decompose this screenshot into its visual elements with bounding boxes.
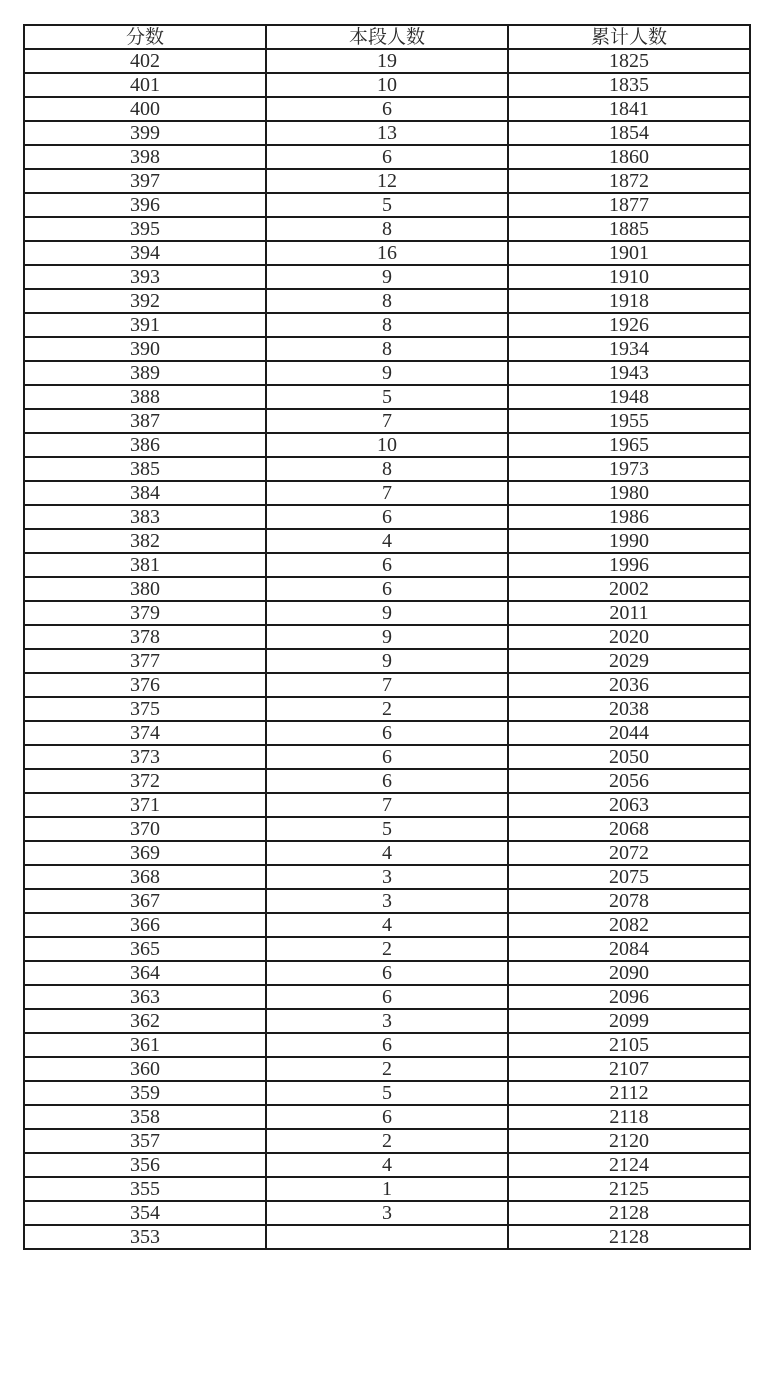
cell-segment-count: 6 bbox=[266, 721, 508, 745]
cell-score: 378 bbox=[24, 625, 266, 649]
cell-segment-count: 6 bbox=[266, 1033, 508, 1057]
cell-score: 358 bbox=[24, 1105, 266, 1129]
cell-cumulative-count: 2128 bbox=[508, 1225, 750, 1249]
table-row bbox=[24, 937, 750, 961]
cell-cumulative-count: 2105 bbox=[508, 1033, 750, 1057]
cell-score: 365 bbox=[24, 937, 266, 961]
cell-segment-count: 8 bbox=[266, 337, 508, 361]
cell-score: 371 bbox=[24, 793, 266, 817]
cell-segment-count: 4 bbox=[266, 913, 508, 937]
cell-cumulative-count: 2082 bbox=[508, 913, 750, 937]
table-row bbox=[24, 385, 750, 409]
cell-cumulative-count: 2020 bbox=[508, 625, 750, 649]
cell-segment-count: 7 bbox=[266, 409, 508, 433]
cell-cumulative-count: 2056 bbox=[508, 769, 750, 793]
table-row bbox=[24, 601, 750, 625]
cell-cumulative-count: 2063 bbox=[508, 793, 750, 817]
header-score: 分数 bbox=[24, 25, 266, 49]
header-cumulative-count: 累计人数 bbox=[508, 25, 750, 49]
table-row bbox=[24, 913, 750, 937]
cell-score: 366 bbox=[24, 913, 266, 937]
cell-score: 357 bbox=[24, 1129, 266, 1153]
cell-score: 385 bbox=[24, 457, 266, 481]
cell-score: 390 bbox=[24, 337, 266, 361]
cell-cumulative-count: 2125 bbox=[508, 1177, 750, 1201]
table-row bbox=[24, 265, 750, 289]
cell-segment-count: 4 bbox=[266, 1153, 508, 1177]
cell-segment-count: 2 bbox=[266, 1057, 508, 1081]
cell-segment-count: 5 bbox=[266, 193, 508, 217]
cell-segment-count: 9 bbox=[266, 361, 508, 385]
table-row bbox=[24, 1009, 750, 1033]
table-row bbox=[24, 97, 750, 121]
cell-segment-count: 5 bbox=[266, 385, 508, 409]
cell-cumulative-count: 2050 bbox=[508, 745, 750, 769]
cell-cumulative-count: 1943 bbox=[508, 361, 750, 385]
cell-cumulative-count: 1918 bbox=[508, 289, 750, 313]
table-row bbox=[24, 481, 750, 505]
cell-score: 396 bbox=[24, 193, 266, 217]
cell-cumulative-count: 1872 bbox=[508, 169, 750, 193]
cell-segment-count: 3 bbox=[266, 889, 508, 913]
cell-score: 377 bbox=[24, 649, 266, 673]
cell-cumulative-count: 1996 bbox=[508, 553, 750, 577]
cell-score: 362 bbox=[24, 1009, 266, 1033]
cell-score: 392 bbox=[24, 289, 266, 313]
cell-segment-count: 9 bbox=[266, 265, 508, 289]
cell-score: 387 bbox=[24, 409, 266, 433]
cell-cumulative-count: 2029 bbox=[508, 649, 750, 673]
cell-segment-count: 6 bbox=[266, 769, 508, 793]
cell-segment-count: 16 bbox=[266, 241, 508, 265]
cell-cumulative-count: 2036 bbox=[508, 673, 750, 697]
cell-segment-count: 3 bbox=[266, 1201, 508, 1225]
cell-segment-count: 2 bbox=[266, 697, 508, 721]
cell-segment-count: 9 bbox=[266, 601, 508, 625]
cell-score: 391 bbox=[24, 313, 266, 337]
cell-segment-count: 6 bbox=[266, 961, 508, 985]
cell-cumulative-count: 2112 bbox=[508, 1081, 750, 1105]
table-row bbox=[24, 793, 750, 817]
table-row bbox=[24, 433, 750, 457]
cell-segment-count: 19 bbox=[266, 49, 508, 73]
cell-segment-count: 10 bbox=[266, 73, 508, 97]
cell-cumulative-count: 2128 bbox=[508, 1201, 750, 1225]
header-segment-count: 本段人数 bbox=[266, 25, 508, 49]
table-row bbox=[24, 985, 750, 1009]
cell-cumulative-count: 1854 bbox=[508, 121, 750, 145]
cell-cumulative-count: 2068 bbox=[508, 817, 750, 841]
table-row bbox=[24, 769, 750, 793]
cell-segment-count: 4 bbox=[266, 529, 508, 553]
table-row bbox=[24, 49, 750, 73]
cell-cumulative-count: 1825 bbox=[508, 49, 750, 73]
table-row bbox=[24, 1081, 750, 1105]
table-row bbox=[24, 1057, 750, 1081]
cell-cumulative-count: 2038 bbox=[508, 697, 750, 721]
cell-score: 374 bbox=[24, 721, 266, 745]
cell-score: 359 bbox=[24, 1081, 266, 1105]
cell-cumulative-count: 2118 bbox=[508, 1105, 750, 1129]
table-row bbox=[24, 625, 750, 649]
cell-cumulative-count: 1986 bbox=[508, 505, 750, 529]
cell-segment-count: 8 bbox=[266, 457, 508, 481]
cell-score: 361 bbox=[24, 1033, 266, 1057]
cell-score: 355 bbox=[24, 1177, 266, 1201]
cell-score: 354 bbox=[24, 1201, 266, 1225]
table-row bbox=[24, 145, 750, 169]
table-row bbox=[24, 1105, 750, 1129]
cell-cumulative-count: 1948 bbox=[508, 385, 750, 409]
cell-cumulative-count: 1885 bbox=[508, 217, 750, 241]
cell-segment-count: 7 bbox=[266, 793, 508, 817]
table-row bbox=[24, 313, 750, 337]
table-body bbox=[24, 49, 750, 1249]
table-row bbox=[24, 241, 750, 265]
cell-score: 400 bbox=[24, 97, 266, 121]
cell-segment-count: 4 bbox=[266, 841, 508, 865]
cell-score: 382 bbox=[24, 529, 266, 553]
cell-cumulative-count: 1910 bbox=[508, 265, 750, 289]
table-row bbox=[24, 817, 750, 841]
cell-cumulative-count: 2090 bbox=[508, 961, 750, 985]
cell-score: 368 bbox=[24, 865, 266, 889]
cell-cumulative-count: 1955 bbox=[508, 409, 750, 433]
cell-segment-count: 6 bbox=[266, 97, 508, 121]
cell-score: 373 bbox=[24, 745, 266, 769]
cell-segment-count: 6 bbox=[266, 1105, 508, 1129]
table-row bbox=[24, 1129, 750, 1153]
cell-cumulative-count: 2096 bbox=[508, 985, 750, 1009]
cell-cumulative-count: 1877 bbox=[508, 193, 750, 217]
table-row bbox=[24, 1225, 750, 1249]
cell-segment-count: 12 bbox=[266, 169, 508, 193]
cell-score: 360 bbox=[24, 1057, 266, 1081]
table-row bbox=[24, 553, 750, 577]
cell-segment-count: 1 bbox=[266, 1177, 508, 1201]
cell-segment-count: 5 bbox=[266, 1081, 508, 1105]
cell-cumulative-count: 2120 bbox=[508, 1129, 750, 1153]
table-header-row bbox=[24, 25, 750, 49]
cell-cumulative-count: 2078 bbox=[508, 889, 750, 913]
cell-score: 380 bbox=[24, 577, 266, 601]
cell-segment-count: 7 bbox=[266, 673, 508, 697]
cell-segment-count: 9 bbox=[266, 625, 508, 649]
table-row bbox=[24, 1177, 750, 1201]
cell-score: 394 bbox=[24, 241, 266, 265]
cell-segment-count: 5 bbox=[266, 817, 508, 841]
cell-cumulative-count: 1990 bbox=[508, 529, 750, 553]
cell-cumulative-count: 2075 bbox=[508, 865, 750, 889]
table-row bbox=[24, 73, 750, 97]
score-table bbox=[23, 24, 751, 1250]
cell-score: 353 bbox=[24, 1225, 266, 1249]
cell-score: 376 bbox=[24, 673, 266, 697]
table-row bbox=[24, 889, 750, 913]
cell-cumulative-count: 1973 bbox=[508, 457, 750, 481]
cell-segment-count: 6 bbox=[266, 553, 508, 577]
cell-cumulative-count: 2002 bbox=[508, 577, 750, 601]
cell-score: 388 bbox=[24, 385, 266, 409]
cell-segment-count: 2 bbox=[266, 1129, 508, 1153]
cell-score: 364 bbox=[24, 961, 266, 985]
table-row bbox=[24, 841, 750, 865]
cell-segment-count: 3 bbox=[266, 1009, 508, 1033]
cell-segment-count: 8 bbox=[266, 217, 508, 241]
cell-score: 397 bbox=[24, 169, 266, 193]
cell-score: 379 bbox=[24, 601, 266, 625]
cell-cumulative-count: 1841 bbox=[508, 97, 750, 121]
cell-score: 386 bbox=[24, 433, 266, 457]
cell-score: 370 bbox=[24, 817, 266, 841]
cell-segment-count: 9 bbox=[266, 649, 508, 673]
table-row bbox=[24, 505, 750, 529]
cell-cumulative-count: 1965 bbox=[508, 433, 750, 457]
cell-cumulative-count: 2011 bbox=[508, 601, 750, 625]
cell-segment-count: 3 bbox=[266, 865, 508, 889]
cell-cumulative-count: 1926 bbox=[508, 313, 750, 337]
cell-score: 369 bbox=[24, 841, 266, 865]
table-row bbox=[24, 361, 750, 385]
table-row bbox=[24, 409, 750, 433]
cell-score: 393 bbox=[24, 265, 266, 289]
cell-cumulative-count: 2072 bbox=[508, 841, 750, 865]
table-row bbox=[24, 169, 750, 193]
cell-score: 381 bbox=[24, 553, 266, 577]
table-row bbox=[24, 961, 750, 985]
cell-segment-count: 7 bbox=[266, 481, 508, 505]
cell-score: 384 bbox=[24, 481, 266, 505]
cell-segment-count: 13 bbox=[266, 121, 508, 145]
cell-score: 389 bbox=[24, 361, 266, 385]
cell-segment-count: 6 bbox=[266, 577, 508, 601]
table-row bbox=[24, 217, 750, 241]
cell-cumulative-count: 2044 bbox=[508, 721, 750, 745]
cell-score: 395 bbox=[24, 217, 266, 241]
table-row bbox=[24, 193, 750, 217]
cell-segment-count: 10 bbox=[266, 433, 508, 457]
cell-segment-count: 6 bbox=[266, 145, 508, 169]
cell-segment-count: 8 bbox=[266, 313, 508, 337]
score-distribution-sheet bbox=[23, 24, 749, 1250]
table-row bbox=[24, 649, 750, 673]
cell-segment-count bbox=[266, 1225, 508, 1249]
cell-score: 363 bbox=[24, 985, 266, 1009]
cell-score: 372 bbox=[24, 769, 266, 793]
cell-cumulative-count: 1980 bbox=[508, 481, 750, 505]
table-row bbox=[24, 1033, 750, 1057]
cell-score: 402 bbox=[24, 49, 266, 73]
cell-cumulative-count: 2107 bbox=[508, 1057, 750, 1081]
table-row bbox=[24, 457, 750, 481]
cell-segment-count: 6 bbox=[266, 985, 508, 1009]
table-row bbox=[24, 1201, 750, 1225]
cell-score: 356 bbox=[24, 1153, 266, 1177]
cell-cumulative-count: 2084 bbox=[508, 937, 750, 961]
table-row bbox=[24, 337, 750, 361]
cell-score: 399 bbox=[24, 121, 266, 145]
cell-cumulative-count: 1860 bbox=[508, 145, 750, 169]
cell-score: 398 bbox=[24, 145, 266, 169]
cell-segment-count: 6 bbox=[266, 505, 508, 529]
cell-score: 383 bbox=[24, 505, 266, 529]
table-row bbox=[24, 745, 750, 769]
cell-cumulative-count: 2099 bbox=[508, 1009, 750, 1033]
cell-score: 401 bbox=[24, 73, 266, 97]
table-row bbox=[24, 721, 750, 745]
cell-segment-count: 2 bbox=[266, 937, 508, 961]
table-row bbox=[24, 121, 750, 145]
cell-cumulative-count: 1934 bbox=[508, 337, 750, 361]
cell-cumulative-count: 1901 bbox=[508, 241, 750, 265]
cell-score: 367 bbox=[24, 889, 266, 913]
table-row bbox=[24, 577, 750, 601]
table-row bbox=[24, 673, 750, 697]
table-row bbox=[24, 697, 750, 721]
cell-segment-count: 8 bbox=[266, 289, 508, 313]
table-row bbox=[24, 865, 750, 889]
table-row bbox=[24, 289, 750, 313]
table-row bbox=[24, 529, 750, 553]
cell-cumulative-count: 1835 bbox=[508, 73, 750, 97]
cell-score: 375 bbox=[24, 697, 266, 721]
table-row bbox=[24, 1153, 750, 1177]
cell-segment-count: 6 bbox=[266, 745, 508, 769]
cell-cumulative-count: 2124 bbox=[508, 1153, 750, 1177]
